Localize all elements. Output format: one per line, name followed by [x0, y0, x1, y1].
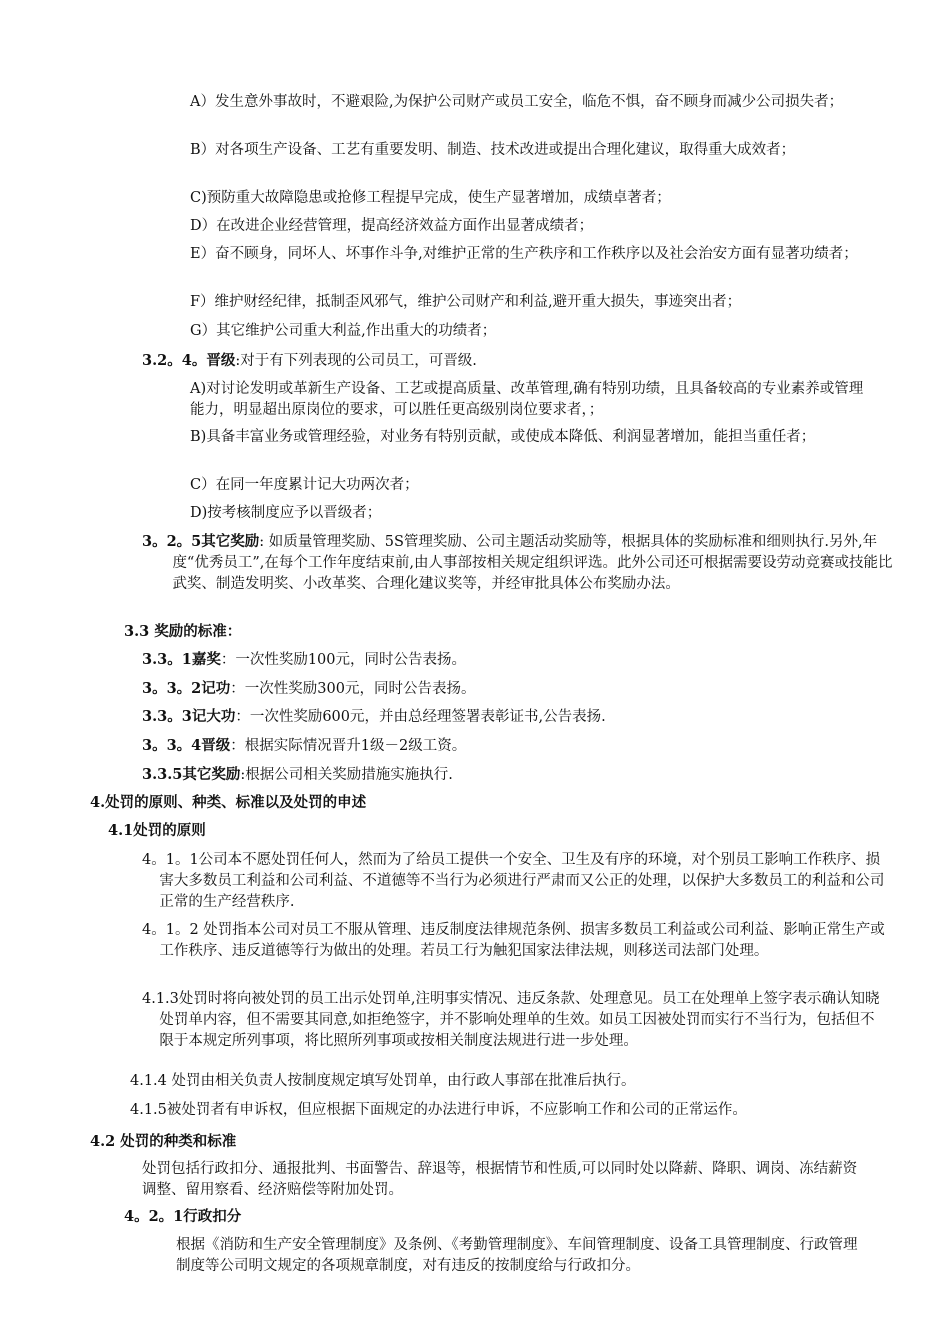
paragraph-4-2-intro: 处罚包括行政扣分、通报批判、书面警告、辞退等，根据情节和性质,可以同时处以降薪、降职、调岗、冻结薪资调整、留用察看、经济赔偿等附加处罚。: [142, 1161, 858, 1198]
item-3-2-4-b: B)具备丰富业务或管理经验，对业务有特别贡献，或使成本降低、利润显著增加，能担当重任者；: [190, 429, 816, 445]
paragraph-3-2-5: [142, 531, 900, 595]
item-3-2-3-c: C)预防重大故障隐患或抢修工程提早完成，使生产显著增加，成绩卓著者；: [190, 190, 671, 206]
item-3-3-2-label: 3。3。2记功: [142, 680, 231, 697]
item-3-2-3-a: A）发生意外事故时，不避艰险,为保护公司财产或员工安全，临危不惧，奋不顾身而减少公司损失者；: [190, 94, 844, 110]
heading-3-2-4-text: :对于有下列表现的公司员工，可晋级.: [235, 353, 477, 369]
paragraph-4-1-2: 4。1。2 处罚指本公司对员工不服从管理、违反制度法律规范条例、损害多数员工利益或公司利益、影响正常生产或工作秩序、违反道德等行为做出的处理。若员工行为触犯国家法律法规，则移送司法部门处理。: [142, 922, 885, 959]
heading-4-1: 4.1处罚的原则: [108, 822, 206, 839]
item-3-3-3-label: 3.3。3记大功: [142, 708, 236, 725]
item-3-2-4-c: C）在同一年度累计记大功两次者；: [190, 477, 419, 493]
item-3-3-1-label: 3.3。1嘉奖: [142, 651, 221, 668]
heading-3-3: 3.3 奖励的标准：: [124, 623, 242, 640]
item-3-3-5-text: :根据公司相关奖励措施实施执行.: [240, 767, 453, 783]
heading-4-2-1: 4。2。1行政扣分: [124, 1208, 242, 1225]
heading-4: 4.处罚的原则、种类、标准以及处罚的申述: [90, 794, 367, 811]
item-3-3-4-label: 3。3。4晋级: [142, 737, 231, 754]
item-3-3-1: [142, 649, 862, 671]
paragraph-4-1-3: 4.1.3处罚时将向被处罚的员工出示处罚单,注明事实情况、违反条款、处理意见。员工在处理单上签字表示确认知晓处罚单内容，但不需要其同意,如拒绝签字，并不影响处理单的生效。如员工因被处罚而实行不当行为，包括但不限于本规定所列事项，将比照所列事项或按相关制度法规进行进一步处理。: [142, 991, 880, 1049]
item-3-2-3-e: E）奋不顾身，同坏人、坏事作斗争,对维护正常的生产秩序和工作秩序以及社会治安方面有显著功绩者；: [190, 246, 858, 262]
item-3-2-4-d: D)按考核制度应予以晋级者；: [190, 505, 382, 521]
item-3-2-3-g: G）其它维护公司重大利益,作出重大的功绩者；: [190, 323, 497, 339]
item-3-3-5-label: 3.3.5其它奖励: [142, 766, 241, 783]
item-3-2-4-a: A)对讨论发明或革新生产设备、工艺或提高质量、改革管理,确有特别功绩，且具备较高的专业素养或管理能力，明显超出原岗位的要求，可以胜任更高级别岗位要求者，；: [190, 381, 864, 418]
paragraph-3-2-5-label: 3。2。5其它奖励: [142, 533, 260, 550]
paragraph-4-2-1: 根据《消防和生产安全管理制度》及条例、《考勤管理制度》、车间管理制度、设备工具管理制度、行政管理制度等公司明文规定的各项规章制度，对有违反的按制度给与行政扣分。: [176, 1237, 858, 1274]
item-3-3-2-text: ：一次性奖励300元，同时公告表扬。: [230, 681, 476, 697]
item-3-3-2: [142, 678, 862, 700]
heading-3-2-4: [142, 350, 872, 372]
item-3-2-3-f: F）维护财经纪律，抵制歪风邪气，维护公司财产和利益,避开重大损失，事迹突出者；: [190, 294, 742, 310]
item-3-2-3-b: B）对各项生产设备、工艺有重要发明、制造、技术改进或提出合理化建议，取得重大成效者；: [190, 142, 796, 158]
paragraph-4-1-5: 4.1.5被处罚者有申诉权，但应根据下面规定的办法进行申诉，不应影响工作和公司的正常运作。: [130, 1102, 747, 1118]
heading-4-2: 4.2 处罚的种类和标准: [90, 1133, 237, 1150]
item-3-2-3-d: D）在改进企业经营管理，提高经济效益方面作出显著成绩者；: [190, 218, 594, 234]
item-3-3-4: [142, 735, 862, 757]
paragraph-4-1-1: 4。1。1公司本不愿处罚任何人，然而为了给员工提供一个安全、卫生及有序的环境，对个别员工影响工作秩序、损害大多数员工利益和公司利益、不道德等不当行为必须进行严肃而又公正的处理，以保护大多数员工的利益和公司正常的生产经营秩序.: [142, 852, 885, 910]
item-3-3-5: [142, 764, 862, 786]
paragraph-4-1-4: 4.1.4 处罚由相关负责人按制度规定填写处罚单，由行政人事部在批准后执行。: [130, 1073, 636, 1089]
paragraph-3-2-5-text: : 如质量管理奖励、5S管理奖励、公司主题活动奖励等，根据具体的奖励标准和细则执行.另外,年度“优秀员工”,在每个工作年度结束前,由人事部按相关规定组织评选。此外公司还可根据需要设劳动竞赛或技能比武奖、制造发明奖、小改革奖、合理化建议奖等，并经审批具体公布奖励办法。: [172, 534, 893, 592]
item-3-3-1-text: ：一次性奖励100元，同时公告表扬。: [220, 652, 467, 668]
item-3-3-3-text: ：一次性奖励600元，并由总经理签署表彰证书,公告表扬.: [235, 709, 606, 725]
item-3-3-3: [142, 706, 862, 728]
heading-3-2-4-label: 3.2。4。晋级: [142, 352, 236, 369]
item-3-3-4-text: ：根据实际情况晋升1级－2级工资。: [230, 738, 467, 754]
